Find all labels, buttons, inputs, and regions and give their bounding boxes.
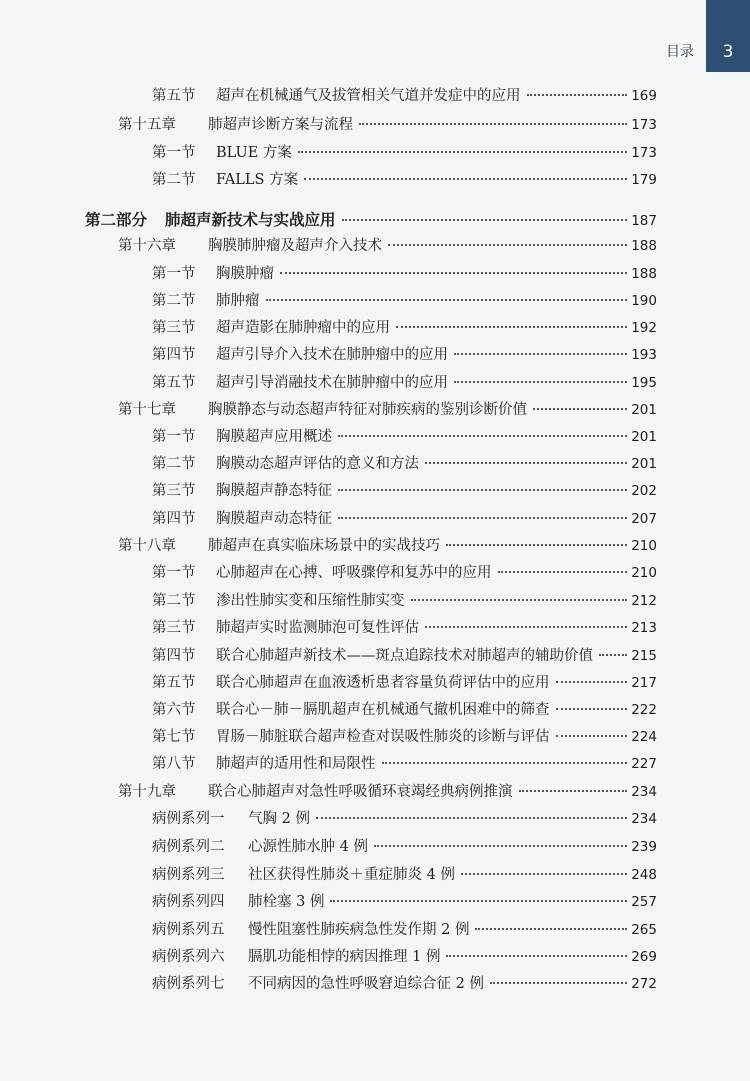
toc-entry-title: 肺超声实时监测肺泡可复性评估 [216, 620, 419, 636]
dot-leader [280, 272, 627, 274]
toc-entry-page: 234 [631, 784, 657, 800]
toc-entry-page: 227 [631, 756, 657, 772]
toc-entry-title: 胸膜肺肿瘤及超声介入技术 [208, 238, 382, 254]
toc-entry-page: 207 [631, 511, 657, 527]
page-number-tab [706, 0, 750, 72]
toc-entry-number: 病例系列七 [152, 976, 225, 992]
toc-entry-title: 联合心肺超声对急性呼吸循环衰竭经典病例推演 [208, 784, 513, 800]
toc-entry-page: 212 [631, 593, 657, 609]
toc-section-entry[interactable] [152, 616, 657, 638]
toc-chapter-entry[interactable] [118, 780, 657, 802]
toc-entry-number: 第一节 [152, 429, 196, 445]
toc-entry-page: 173 [631, 145, 657, 161]
toc-entry-title: 肺超声诊断方案与流程 [208, 117, 353, 133]
toc-entry-title: 渗出性肺实变和压缩性肺实变 [216, 593, 405, 609]
toc-section-entry[interactable] [152, 262, 657, 284]
toc-entry-number: 第二节 [152, 172, 196, 188]
toc-entry-number: 第三节 [152, 620, 196, 636]
toc-entry-page: 210 [631, 538, 657, 554]
toc-entry-number: 第一节 [152, 565, 196, 581]
toc-entry-title: 联合心－肺－膈肌超声在机械通气撤机困难中的筛查 [216, 702, 550, 718]
toc-entry-page: 187 [631, 213, 657, 229]
toc-entry-title: 胸膜超声应用概述 [216, 429, 332, 445]
toc-entry-number: 第四节 [152, 511, 196, 527]
toc-part-entry[interactable] [85, 208, 657, 230]
toc-entry-page: 222 [631, 702, 657, 718]
dot-leader [374, 845, 627, 847]
toc-section-entry[interactable] [152, 452, 657, 474]
toc-entry-page: 269 [631, 949, 657, 965]
dot-leader [338, 489, 627, 491]
toc-entry-page: 217 [631, 675, 657, 691]
toc-section-entry[interactable] [152, 343, 657, 365]
page-number: 3 [722, 42, 734, 62]
toc-section-entry[interactable] [152, 561, 657, 583]
toc-entry-page: 179 [631, 172, 657, 188]
dot-leader [519, 790, 628, 792]
toc-entry-number: 第十七章 [118, 402, 176, 418]
toc-section-entry[interactable] [152, 918, 657, 940]
toc-entry-number: 第四节 [152, 648, 196, 664]
dot-leader [338, 517, 627, 519]
toc-entry-page: 188 [631, 238, 657, 254]
toc-section-entry[interactable] [152, 698, 657, 720]
toc-entry-number: 第十五章 [118, 117, 176, 133]
toc-entry-page: 210 [631, 565, 657, 581]
section-header-label: 目录 [666, 44, 694, 60]
toc-entry-page: 188 [631, 266, 657, 282]
toc-entry-title: 肺肿瘤 [216, 293, 260, 309]
dot-leader [556, 735, 628, 737]
toc-chapter-entry[interactable] [118, 234, 657, 256]
toc-entry-title: FALLS 方案 [216, 172, 299, 188]
dot-leader [556, 681, 628, 683]
toc-section-entry[interactable] [152, 371, 657, 393]
dot-leader [388, 244, 627, 246]
toc-section-entry[interactable] [152, 752, 657, 774]
toc-entry-number: 第三节 [152, 320, 196, 336]
toc-entry-title: 心肺超声在心搏、呼吸骤停和复苏中的应用 [216, 565, 492, 581]
toc-entry-page: 195 [631, 375, 657, 391]
toc-entry-page: 265 [631, 922, 657, 938]
dot-leader [498, 571, 628, 573]
toc-chapter-entry[interactable] [118, 534, 657, 556]
dot-leader [599, 654, 627, 656]
toc-entry-page: 193 [631, 347, 657, 363]
toc-entry-title: 膈肌功能相悖的病因推理 1 例 [248, 949, 441, 965]
toc-entry-title: 超声在机械通气及拔管相关气道并发症中的应用 [216, 88, 521, 104]
toc-entry-number: 病例系列四 [152, 894, 225, 910]
toc-entry-title: BLUE 方案 [216, 145, 292, 161]
toc-section-entry[interactable] [152, 890, 657, 912]
toc-entry-page: 201 [631, 429, 657, 445]
toc-entry-title: 心源性肺水肿 4 例 [248, 839, 368, 855]
toc-section-entry[interactable] [152, 141, 657, 163]
toc-entry-page: 169 [631, 88, 657, 104]
dot-leader [454, 381, 627, 383]
toc-entry-number: 第五节 [152, 88, 196, 104]
toc-section-entry[interactable] [152, 589, 657, 611]
toc-entry-number: 第六节 [152, 702, 196, 718]
toc-entry-number: 第二节 [152, 456, 196, 472]
toc-entry-number: 第四节 [152, 347, 196, 363]
toc-section-entry[interactable] [152, 289, 657, 311]
toc-section-entry[interactable] [152, 725, 657, 747]
dot-leader [533, 408, 627, 410]
toc-entry-page: 173 [631, 117, 657, 133]
dot-leader [342, 219, 628, 221]
dot-leader [461, 873, 627, 875]
toc-entry-number: 第一节 [152, 266, 196, 282]
toc-entry-title: 肺栓塞 3 例 [248, 894, 325, 910]
toc-section-entry[interactable] [152, 425, 657, 447]
toc-entry-number: 病例系列五 [152, 922, 225, 938]
toc-entry-page: 248 [631, 867, 657, 883]
toc-entry-number: 病例系列二 [152, 839, 225, 855]
toc-section-entry[interactable] [152, 479, 657, 501]
toc-section-entry[interactable] [152, 835, 657, 857]
toc-entry-title: 胸膜静态与动态超声特征对肺疾病的鉴别诊断价值 [208, 402, 527, 418]
dot-leader [446, 955, 627, 957]
dot-leader [411, 599, 628, 601]
dot-leader [338, 435, 627, 437]
toc-entry-title: 胸膜超声动态特征 [216, 511, 332, 527]
toc-section-entry[interactable] [152, 807, 657, 829]
dot-leader [527, 94, 628, 96]
toc-entry-title: 不同病因的急性呼吸窘迫综合征 2 例 [248, 976, 484, 992]
toc-entry-page: 224 [631, 729, 657, 745]
toc-entry-number: 第二部分 [85, 210, 148, 229]
dot-leader [446, 544, 627, 546]
toc-entry-number: 第十六章 [118, 238, 176, 254]
toc-entry-page: 239 [631, 839, 657, 855]
toc-entry-title: 胃肠－肺脏联合超声检查对误吸性肺炎的诊断与评估 [216, 729, 550, 745]
toc-section-entry[interactable] [152, 84, 657, 106]
dot-leader [490, 982, 627, 984]
toc-entry-title: 超声造影在肺肿瘤中的应用 [216, 320, 390, 336]
toc-entry-number: 第十八章 [118, 538, 176, 554]
toc-entry-title: 胸膜动态超声评估的意义和方法 [216, 456, 419, 472]
toc-entry-title: 超声引导消融技术在肺肿瘤中的应用 [216, 375, 448, 391]
toc-entry-number: 第八节 [152, 756, 196, 772]
toc-section-entry[interactable] [152, 945, 657, 967]
toc-entry-page: 213 [631, 620, 657, 636]
dot-leader [425, 462, 627, 464]
toc-entry-title: 肺超声的适用性和局限性 [216, 756, 376, 772]
toc-entry-number: 病例系列一 [152, 811, 225, 827]
toc-entry-title: 肺超声在真实临床场景中的实战技巧 [208, 538, 440, 554]
dot-leader [425, 626, 627, 628]
toc-entry-page: 272 [631, 976, 657, 992]
toc-entry-number: 第七节 [152, 729, 196, 745]
toc-entry-page: 190 [631, 293, 657, 309]
toc-entry-page: 257 [631, 894, 657, 910]
toc-entry-page: 202 [631, 483, 657, 499]
toc-chapter-entry[interactable] [118, 113, 657, 135]
toc-entry-title: 社区获得性肺炎＋重症肺炎 4 例 [248, 867, 455, 883]
dot-leader [316, 817, 627, 819]
dot-leader [396, 326, 627, 328]
toc-entry-title: 胸膜肿瘤 [216, 266, 274, 282]
toc-entry-title: 联合心肺超声新技术——斑点追踪技术对肺超声的辅助价值 [216, 648, 593, 664]
toc-entry-page: 192 [631, 320, 657, 336]
toc-chapter-entry[interactable] [118, 398, 657, 420]
toc-entry-number: 病例系列六 [152, 949, 225, 965]
dot-leader [359, 123, 627, 125]
toc-entry-page: 201 [631, 456, 657, 472]
dot-leader [304, 178, 627, 180]
dot-leader [556, 708, 628, 710]
toc-entry-title: 胸膜超声静态特征 [216, 483, 332, 499]
toc-entry-title: 慢性阻塞性肺疾病急性发作期 2 例 [248, 922, 470, 938]
toc-entry-number: 第二节 [152, 293, 196, 309]
toc-entry-number: 病例系列三 [152, 867, 225, 883]
dot-leader [382, 762, 628, 764]
toc-section-entry[interactable] [152, 863, 657, 885]
toc-entry-page: 215 [631, 648, 657, 664]
toc-section-entry[interactable] [152, 316, 657, 338]
toc-section-entry[interactable] [152, 168, 657, 190]
toc-entry-number: 第一节 [152, 145, 196, 161]
toc-entry-title: 联合心肺超声在血液透析患者容量负荷评估中的应用 [216, 675, 550, 691]
toc-entry-number: 第五节 [152, 675, 196, 691]
toc-section-entry[interactable] [152, 972, 657, 994]
dot-leader [266, 299, 628, 301]
toc-entry-number: 第二节 [152, 593, 196, 609]
dot-leader [475, 928, 627, 930]
toc-section-entry[interactable] [152, 507, 657, 529]
toc-section-entry[interactable] [152, 671, 657, 693]
toc-entry-page: 234 [631, 811, 657, 827]
toc-entry-page: 201 [631, 402, 657, 418]
toc-entry-number: 第五节 [152, 375, 196, 391]
dot-leader [454, 353, 627, 355]
toc-entry-title: 超声引导介入技术在肺肿瘤中的应用 [216, 347, 448, 363]
toc-entry-title: 气胸 2 例 [248, 811, 310, 827]
toc-entry-number: 第三节 [152, 483, 196, 499]
dot-leader [298, 151, 627, 153]
dot-leader [330, 900, 627, 902]
toc-section-entry[interactable] [152, 644, 657, 666]
toc-entry-number: 第十九章 [118, 784, 176, 800]
toc-entry-title: 肺超声新技术与实战应用 [165, 210, 336, 229]
